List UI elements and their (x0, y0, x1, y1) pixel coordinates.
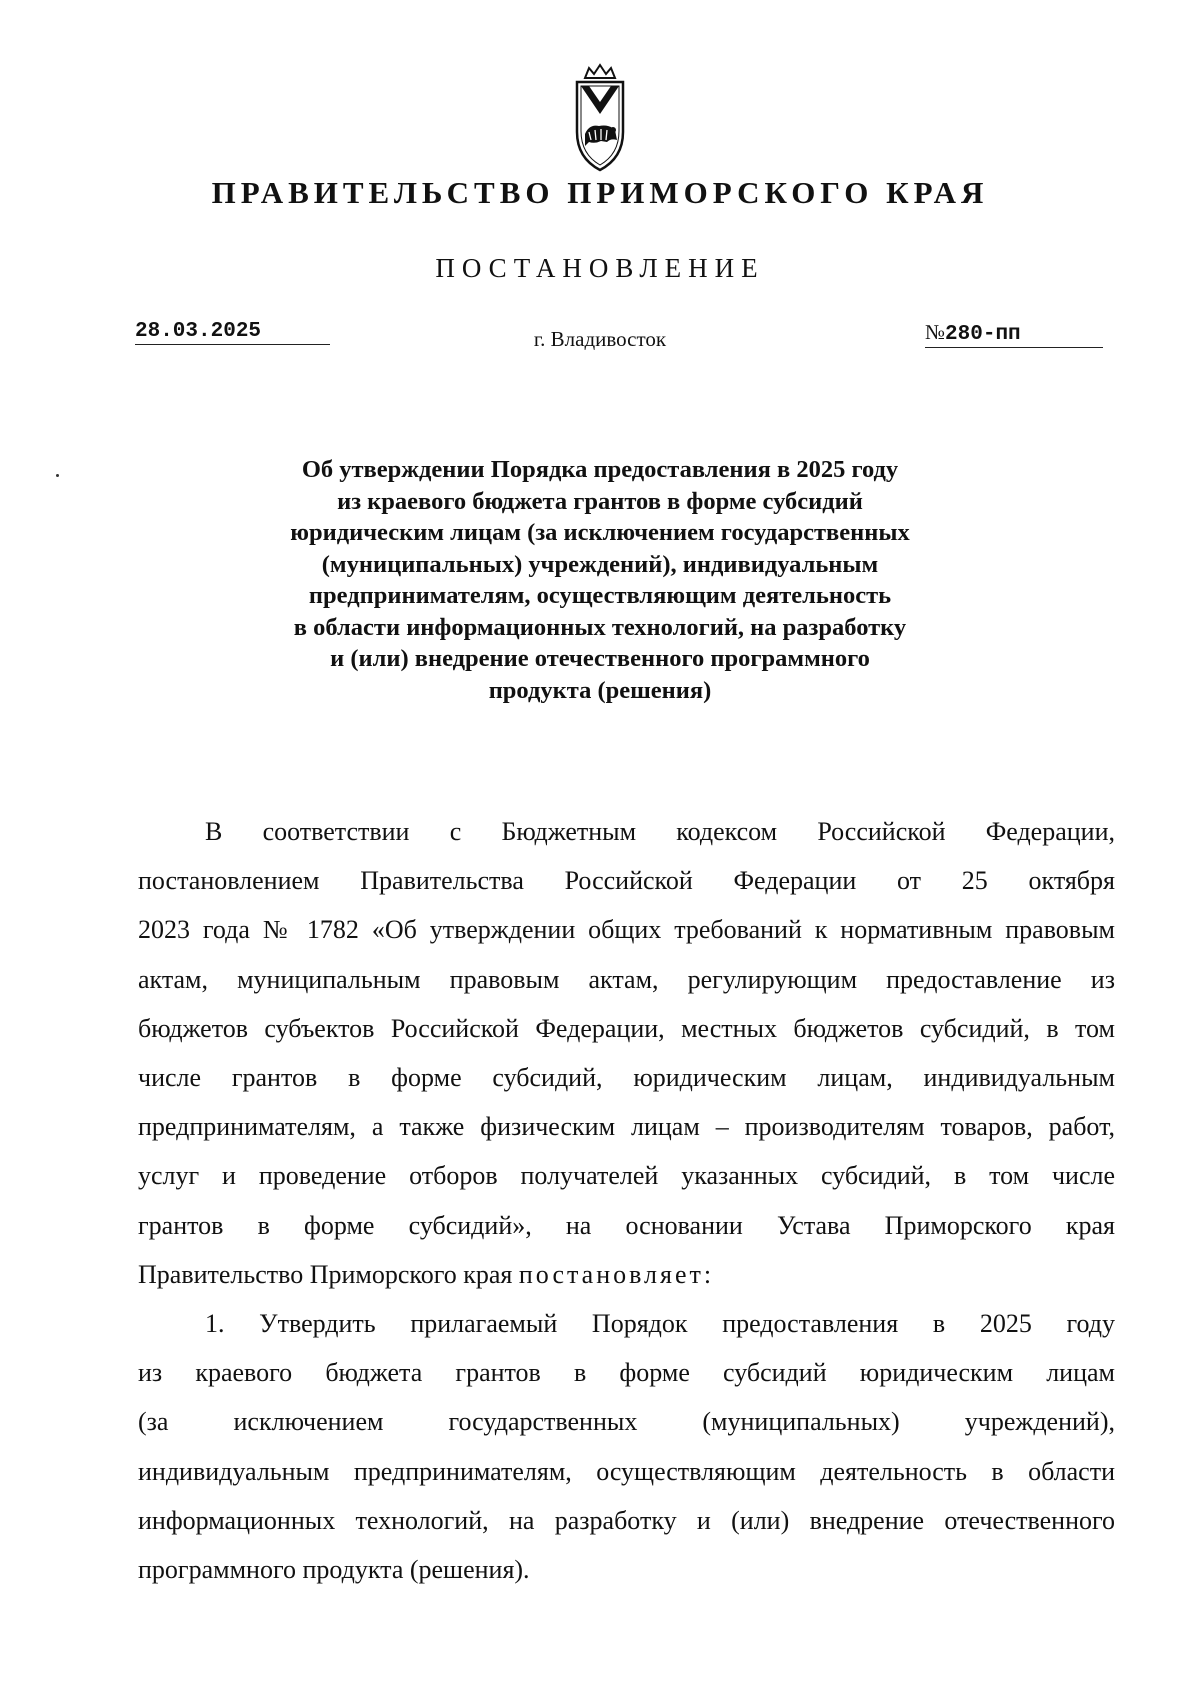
document-number (925, 320, 1103, 348)
heading-line: (муниципальных) учреждений), индивидуальным (321, 550, 879, 578)
coat-of-arms-icon (571, 62, 629, 174)
heading-line: и (или) внедрение отечественного программного (330, 645, 870, 672)
document-body (138, 807, 1115, 1594)
heading-line: предпринимателям, осуществляющим деятельность (308, 582, 892, 609)
body-line: числе грантов в форме субсидий, юридическим лицам, индивидуальным (138, 1063, 1115, 1093)
body-line: индивидуальным предпринимателям, осуществляющим деятельность в области (138, 1456, 1115, 1486)
body-line: услуг и проведение отборов получателей указанных субсидий, в том числе (138, 1161, 1115, 1191)
body-line: программного продукта (решения). (138, 1555, 530, 1585)
document-city: г. Владивосток (533, 327, 667, 351)
body-line: предпринимателям, а также физическим лицам – производителям товаров, работ, (138, 1112, 1115, 1142)
body-line: бюджетов субъектов Российской Федерации, местных бюджетов субсидий, в том (138, 1013, 1115, 1043)
heading-line: юридическим лицам (за исключением государственных (290, 519, 910, 546)
body-line: грантов в форме субсидий», на основании Устава Приморского края (138, 1210, 1115, 1240)
document-type: ПОСТАНОВЛЕНИЕ (435, 253, 765, 283)
body-line: 2023 года № 1782 «Об утверждении общих требований к нормативным правовым (138, 915, 1115, 945)
body-line: В соответствии с Бюджетным кодексом Российской Федерации, (205, 817, 1115, 846)
resolution-subject: Правительство Приморского края (138, 1259, 513, 1289)
number-value: 280-пп (945, 323, 1021, 346)
heading-line: Об утверждении Порядка предоставления в 2025 году (301, 456, 899, 483)
document-heading (200, 454, 1000, 706)
heading-line: в области информационных технологий, на разработку (293, 613, 907, 641)
scan-dot (56, 474, 59, 477)
number-prefix: № (925, 320, 946, 344)
body-line: актам, муниципальным правовым актам, регулирующим предоставление из (138, 964, 1115, 994)
heading-line: продукта (решения) (488, 676, 712, 704)
body-line: (за исключением государственных (муниципальных) учреждений), (138, 1407, 1115, 1437)
body-line: постановлением Правительства Российской Федерации от 25 октября (138, 866, 1115, 896)
government-title: ПРАВИТЕЛЬСТВО ПРИМОРСКОГО КРАЯ (211, 175, 989, 210)
body-line: из краевого бюджета грантов в форме субсидий юридическим лицам (138, 1358, 1115, 1388)
document-date: 28.03.2025 (135, 320, 330, 345)
body-line-resolution (138, 1250, 1115, 1299)
body-line: 1. Утвердить прилагаемый Порядок предоставления в 2025 году (205, 1309, 1115, 1339)
heading-line: из краевого бюджета грантов в форме субсидий (337, 487, 863, 515)
body-line: информационных технологий, на разработку и (или) внедрение отечественного (138, 1505, 1115, 1535)
resolution-verb: постановляет: (518, 1259, 715, 1289)
